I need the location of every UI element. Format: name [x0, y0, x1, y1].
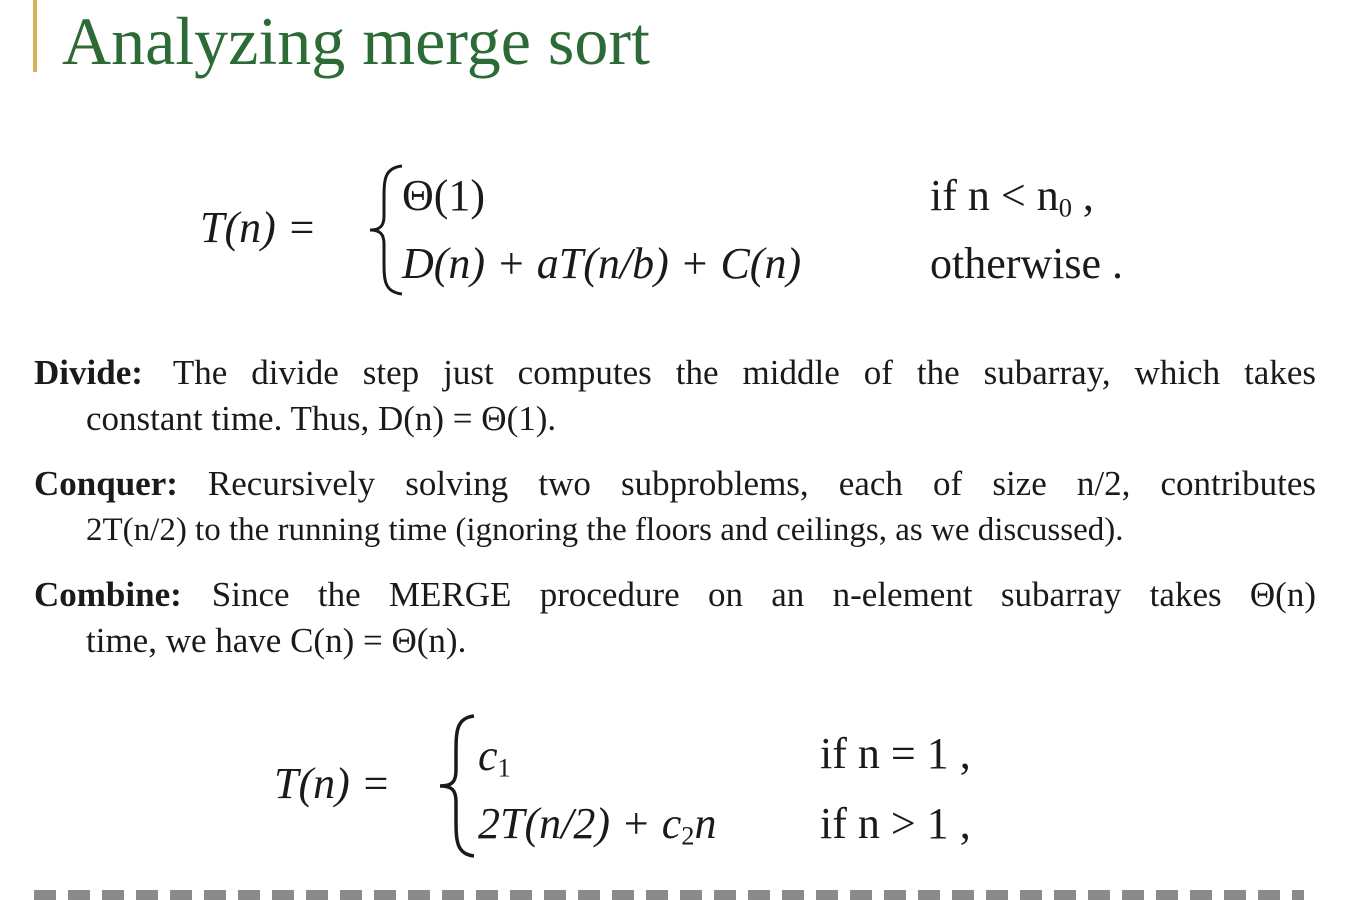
merge-case1-expression-text: c: [478, 731, 498, 780]
step-combine-text: Since the MERGE procedure on an n-element subarray takes Θ(n): [211, 575, 1316, 614]
merge-case2-expression-pre: 2T(n/2) + c: [478, 799, 682, 848]
step-conquer-text: Recursively solving two subproblems, each of size n/2, contributes: [207, 464, 1316, 503]
general-case2-expression: D(n) + aT(n/b) + C(n): [402, 239, 802, 288]
step-combine-term: Combine:: [34, 575, 182, 614]
step-divide-term: Divide:: [34, 353, 143, 392]
general-recurrence-lhs: T(n) =: [200, 203, 317, 252]
slide-title: Analyzing merge sort: [62, 3, 650, 79]
step-conquer-term: Conquer:: [34, 464, 178, 503]
merge-recurrence-lhs: T(n) =: [274, 759, 391, 808]
general-case1-condition-subscript: 0: [1058, 192, 1072, 223]
step-divide-text: The divide step just computes the middle of the subarray, which takes: [172, 353, 1316, 392]
merge-case2-expression: [478, 799, 717, 851]
general-case2-condition: otherwise .: [930, 239, 1124, 288]
merge-case1-expression-subscript: 1: [497, 752, 511, 783]
general-case1-expression: Θ(1): [402, 171, 486, 220]
merge-case2-expression-post: n: [694, 799, 717, 848]
step-combine-line2: time, we have C(n) = Θ(n).: [86, 621, 467, 660]
merge-case2-expression-subscript: 2: [681, 820, 695, 851]
merge-case1-expression: [478, 731, 511, 783]
merge-case2-condition: if n > 1 ,: [820, 799, 971, 848]
merge-case1-condition: if n = 1 ,: [820, 729, 971, 778]
step-divide-line2: constant time. Thus, D(n) = Θ(1).: [86, 399, 557, 438]
general-case1-condition-text: if n < n: [930, 171, 1059, 220]
step-conquer-line2: 2T(n/2) to the running time (ignoring the floors and ceilings, as we discussed).: [86, 512, 1124, 548]
general-case1-condition-end: ,: [1071, 171, 1094, 220]
cut-off-text-line: [34, 890, 1304, 900]
